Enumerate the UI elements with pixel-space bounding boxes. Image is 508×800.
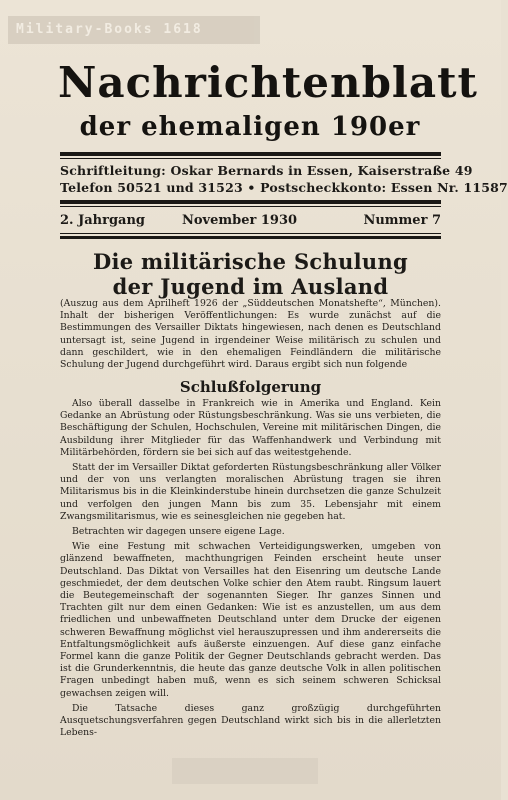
issue-date: November 1930 bbox=[182, 213, 298, 228]
rule-issue-thick bbox=[60, 236, 441, 239]
body-paragraph-4: Wie eine Festung mit schwachen Verteidigungswerken, umgeben von glänzend bewaffneten, machthungrigen Feinden erscheint heute unser Deutschland. Das Diktat von Versailles hat den Eisenring um deutsche Lande geschmiedet, der dem deutschen Volke schier den Atem raubt. Ringsum lauert die Beutegemeinschaft der sogenannten Sieger. Ihr ganzes Sinnen und Trachten gilt nur dem einen Gedanken: Wie ist es anzustellen, um aus dem friedlichen und unbewaffneten Deutschland unter dem Drucke der eigenen schweren Bewaffnung möglichst viel herauszupressen und ihm andererseits die Entfaltungsmöglichkeit aufs äußerste einzuengen. Auf diese ganz einfache Formel kann die ganze Politik der Gegner Deutschlands gebracht werden. Das ist die Grunderkenntnis, die heute das ganze deutsche Volk in allen politischen Fragen unbedingt haben muß, wenn es sich seinem schweren Schicksal gewachsen zeigen will. bbox=[60, 541, 441, 699]
masthead-title: Nachrichtenblatt bbox=[58, 58, 478, 107]
contact-line: Telefon 50521 und 31523 • Postscheckkonto: Essen Nr. 11587 bbox=[60, 180, 508, 195]
masthead-subtitle: der ehemaligen 190er bbox=[79, 112, 421, 142]
rule-mid-thin bbox=[60, 206, 441, 207]
body-paragraph-3: Betrachten wir dagegen unsere eigene Lage. bbox=[72, 526, 285, 538]
issue-year: 2. Jahrgang bbox=[60, 213, 146, 228]
rule-issue-thin bbox=[60, 233, 441, 234]
article-body bbox=[60, 398, 441, 739]
intro-paragraph: (Auszug aus dem Aprilheft 1926 der „Süddeutschen Monatshefte“, München). Inhalt der bisherigen Veröffentlichungen: Es wurde zunächst auf die Bestimmungen des Versailler Diktats hingewiesen, nach denen es Deutschland untersagt ist, seine Jugend in irgendeiner Weise militärisch zu schulen und dann geschildert, wie in den ehemaligen Feindländern die militärische Schulung der Jugend durchgeführt wird. Daraus ergibt sich nun folgende bbox=[60, 298, 441, 371]
article-subhead: Schlußfolgerung bbox=[179, 378, 322, 396]
body-paragraph-2: Statt der im Versailler Diktat geforderten Rüstungsbeschränkung aller Völker und der von uns verlangten moralischen Abrüstung tragen sie ihren Militarismus bis in die Kleinkinderstube hinein durchsetzen die ganze Schulzeit und verfolgen den jungen Mann bis zum 35. Lebensjahr mit einem Zwangsmilitarismus, wie es seinesgleichen nie gegeben hat. bbox=[60, 462, 441, 522]
issue-row bbox=[60, 212, 441, 230]
rule-top-thick bbox=[60, 152, 441, 156]
body-paragraph-1: Also überall dasselbe in Frankreich wie in Amerika und England. Kein Gedanke an Abrüstung oder Rüstungsbeschränkung. Was sie uns verbieten, die Beschäftigung der Schulen, Hochschulen, Vereine mit militärischen Dingen, die Ausbildung ihrer Mitglieder für das Waffenhandwerk und Verbindung mit Militärbehörden, fördern sie bei sich auf das weitestgehende. bbox=[60, 398, 441, 458]
article-headline-line1: Die militärische Schulung bbox=[92, 249, 409, 274]
body-paragraph-5: Die Tatsache dieses ganz großzügig durchgeführten Ausquetschungsverfahren gegen Deutschland wirkt sich bis in die allerletzten Lebens- bbox=[60, 702, 441, 739]
editorial-line: Schriftleitung: Oskar Bernards in Essen, Kaiserstraße 49 bbox=[60, 163, 473, 178]
watermark-bottom bbox=[172, 758, 318, 784]
article-intro bbox=[60, 298, 441, 371]
watermark-top: Military-Books 1618 bbox=[8, 16, 260, 44]
issue-number: Nummer 7 bbox=[363, 213, 441, 228]
rule-mid-thick bbox=[60, 200, 441, 204]
rule-top-thin bbox=[60, 158, 441, 159]
article-headline-line2: der Jugend im Ausland bbox=[112, 274, 389, 299]
